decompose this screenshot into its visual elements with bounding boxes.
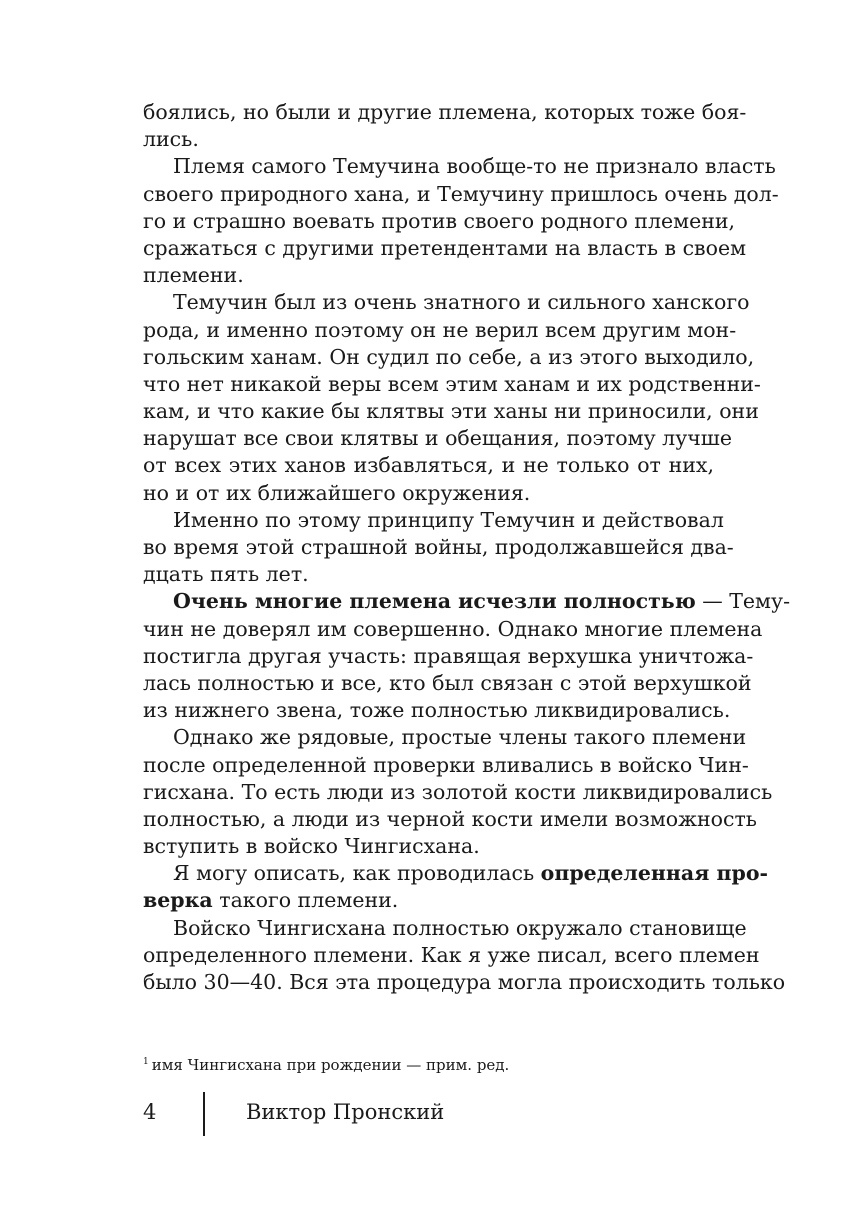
text-segment: дцать пять лет. [143, 562, 309, 587]
running-author: Виктор Пронский [246, 1100, 445, 1124]
text-line [143, 344, 755, 371]
text-segment: гисхана. То есть люди из золотой кости ликвидировались [143, 779, 773, 804]
text-line [143, 616, 763, 643]
text-line [143, 697, 731, 724]
text-line [143, 208, 736, 235]
text-segment: Темучин был из очень знатного и сильного ханского [173, 290, 750, 315]
text-line [143, 969, 786, 996]
footer-divider [203, 1092, 205, 1136]
text-line [143, 126, 714, 153]
main-text [143, 99, 790, 996]
bold-phrase: определенная про- [540, 861, 769, 886]
paragraph [143, 289, 761, 507]
text-line [143, 153, 776, 180]
text-line [143, 942, 760, 969]
text-line [143, 371, 761, 398]
paragraph [143, 915, 786, 997]
text-line [143, 534, 734, 561]
text-line [143, 181, 779, 208]
text-segment: лась полностью и все, кто был связан с этой верхушкой [143, 670, 752, 695]
text-segment: своего природного хана, и Темучину пришлось очень дол- [143, 181, 779, 206]
bold-phrase: верка [143, 888, 213, 913]
text-line [143, 833, 714, 860]
paragraph [143, 860, 769, 914]
text-line [143, 289, 750, 316]
bold-phrase: Очень многие племена исчезли полностью [173, 589, 696, 614]
paragraph [143, 588, 790, 724]
text-line [143, 752, 749, 779]
text-segment: во время этой страшной войны, продолжавшейся два- [143, 535, 734, 559]
text-line [143, 561, 714, 588]
text-segment: племени. [143, 263, 244, 288]
text-line [143, 806, 757, 833]
paragraph [143, 153, 779, 289]
text-segment: но и от их ближайшего окружения. [143, 480, 531, 505]
text-segment: боялись, но были и другие племена, которых тоже боя- [143, 100, 747, 124]
text-segment: определенного племени. Как я уже писал, всего племен [143, 942, 760, 967]
page-footer [0, 1092, 856, 1138]
text-line [143, 887, 714, 914]
text-segment: от всех этих ханов избавляться, и не только от них, [143, 453, 714, 478]
text-segment: что нет никакой веры всем этим ханам и их родственни- [143, 371, 761, 396]
text-segment: гольским ханам. Он судил по себе, а из этого выходило, [143, 344, 755, 369]
paragraph [143, 507, 734, 589]
text-line [143, 588, 790, 615]
text-segment: из нижнего звена, тоже полностью ликвидировались. [143, 698, 731, 723]
text-segment: — Тему- [695, 589, 790, 614]
text-segment: вступить в войско Чингисхана. [143, 834, 480, 859]
text-segment: Именно по этому принципу Темучин и действовал [173, 507, 724, 532]
text-line [143, 643, 754, 670]
page-number: 4 [143, 1100, 157, 1124]
text-segment: Я могу описать, как проводилась [173, 861, 541, 886]
text-segment: после определенной проверки вливались в войско Чин- [143, 752, 749, 777]
text-line [143, 779, 773, 806]
text-line [143, 99, 747, 126]
text-line [143, 235, 747, 262]
text-line [143, 915, 747, 942]
text-segment: такого племени. [212, 888, 399, 913]
text-segment: нарушат все свои клятвы и обещания, поэтому лучше [143, 426, 732, 451]
footnote-marker: 1 [143, 1057, 149, 1067]
footnote [143, 1052, 509, 1075]
text-segment: лись. [143, 127, 199, 152]
text-line [143, 507, 724, 534]
text-segment: постигла другая участь: правящая верхушка уничтожа- [143, 643, 754, 668]
text-segment: Войско Чингисхана полностью окружало становище [173, 915, 747, 940]
text-segment: Племя самого Темучина вообще-то не признало власть [173, 154, 776, 179]
text-line [143, 262, 714, 289]
text-segment: чин не доверял им совершенно. Однако многие племена [143, 616, 763, 641]
text-segment: Однако же рядовые, простые члены такого племени [173, 725, 747, 750]
text-line [143, 670, 752, 697]
text-segment: сражаться с другими претендентами на власть в своем [143, 235, 747, 260]
footnote-text: имя Чингисхана при рождении — прим. ред. [151, 1056, 510, 1074]
text-segment: кам, и что какие бы клятвы эти ханы ни приносили, они [143, 399, 759, 424]
text-segment: рода, и именно поэтому он не верил всем другим мон- [143, 317, 737, 342]
paragraph [143, 99, 747, 153]
text-line [143, 860, 769, 887]
text-segment: го и страшно воевать против своего родного племени, [143, 208, 736, 233]
paragraph [143, 724, 773, 860]
text-line [143, 317, 737, 344]
text-segment: было 30—40. Вся эта процедура могла происходить только [143, 970, 786, 994]
text-segment: полностью, а люди из черной кости имели возможность [143, 806, 757, 831]
text-line [143, 425, 732, 452]
text-line [143, 724, 747, 751]
text-line [143, 480, 714, 507]
text-line [143, 398, 759, 425]
text-line [143, 452, 714, 479]
